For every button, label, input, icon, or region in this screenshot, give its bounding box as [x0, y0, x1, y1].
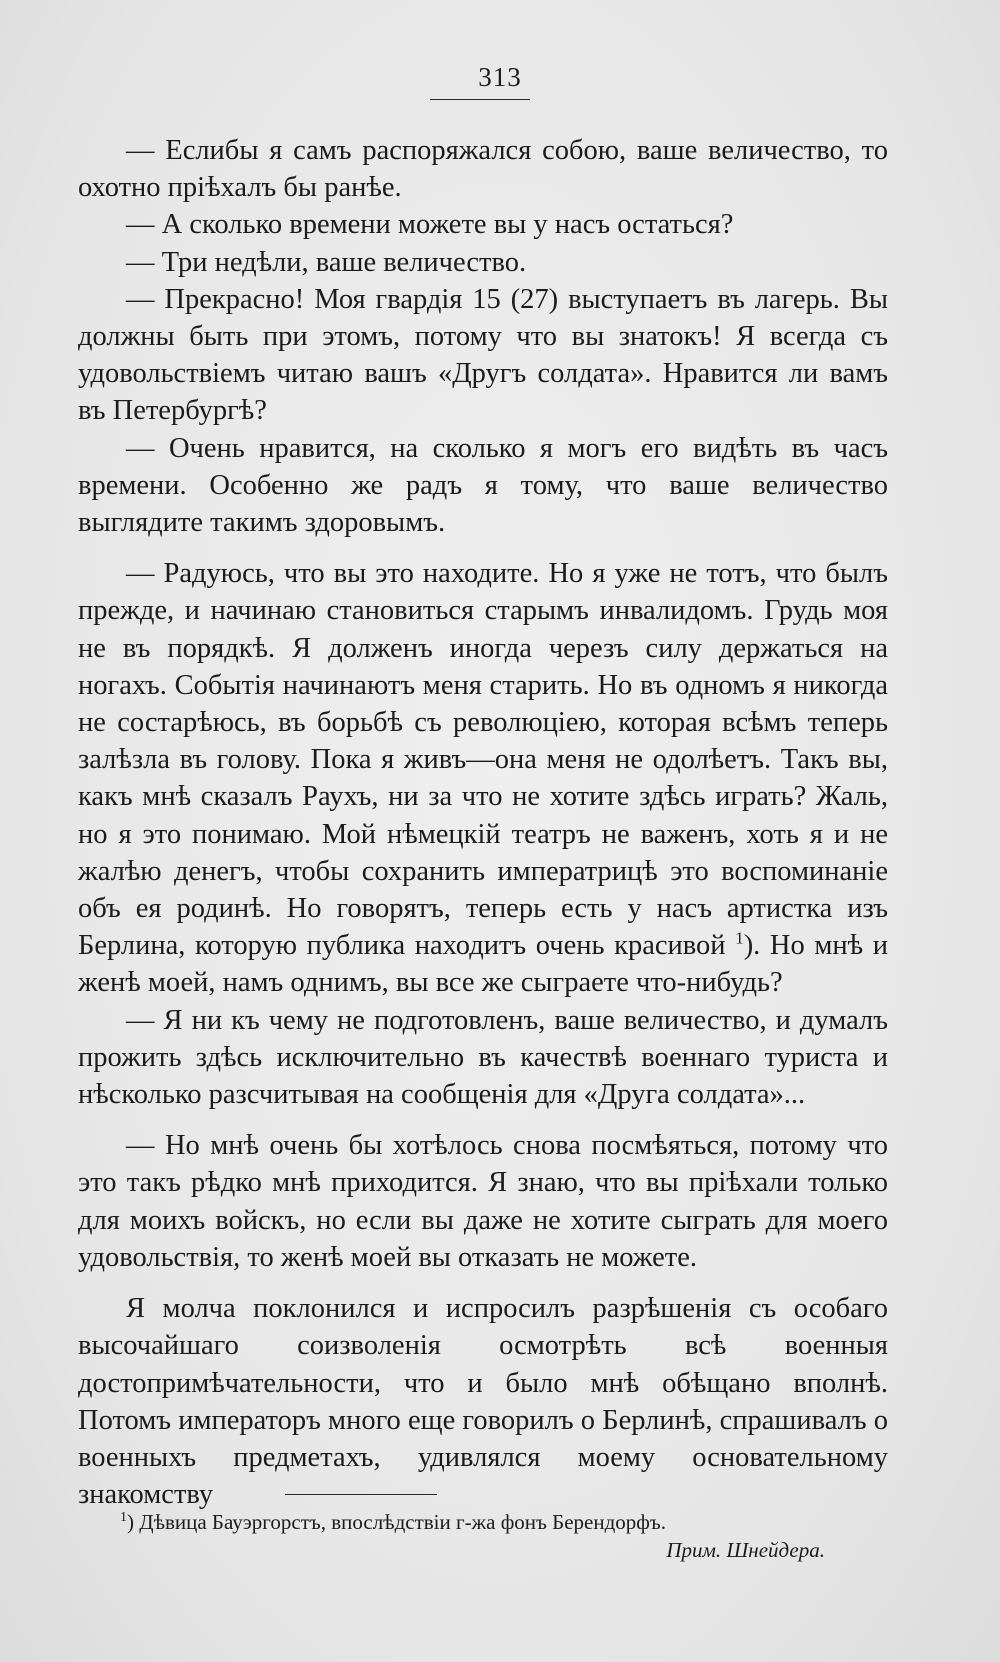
paragraph-with-footnote	[78, 555, 888, 1001]
paragraph: — Я ни къ чему не подготовленъ, ваше величество, и думалъ прожить здѣсь исключительно въ качествѣ военнаго туриста и нѣсколько разсчитывая на сообщенія для «Друга солдата»...	[78, 1004, 888, 1111]
main-text	[78, 132, 888, 1513]
paragraph: — Еслибы я самъ распоряжался собою, ваше величество, то охотно пріѣхалъ бы ранѣе.	[78, 135, 888, 204]
footnote-reference[interactable]: 1	[735, 928, 744, 948]
paragraph: — А сколько времени можете вы у насъ остаться?	[126, 209, 734, 241]
footnote	[120, 1508, 890, 1536]
paragraph-text-continued: ). Но мнѣ и женѣ моей, намъ однимъ, вы все же сыграете что-нибудь?	[78, 930, 889, 999]
header-divider	[430, 99, 530, 100]
paragraph: — Три недѣли, ваше величество.	[126, 246, 527, 278]
paragraph-text: — Радуюсь, что вы это находите. Но я уже не тотъ, что былъ прежде, и начинаю становиться старымъ инвалидомъ. Грудь моя не въ порядкѣ. Я долженъ иногда черезъ силу держаться на ногахъ. Событія начинаютъ меня старить. Но въ одномъ я никогда не состарѣюсь, въ борьбѣ съ революціею, которая всѣмъ теперь залѣзла въ голову. Пока я живъ—она меня не одолѣетъ. Такъ вы, какъ мнѣ сказалъ Раухъ, ни за что не хотите здѣсь играть? Жаль, но я это понимаю. Мой нѣмецкій театръ не важенъ, хоть я и не жалѣю денегъ, чтобы сохранить императрицѣ это воспоминаніе объ ея родинѣ. Но говорятъ, теперь есть у насъ артистка изъ Берлина, которую публика находитъ очень красивой	[78, 558, 888, 962]
footnote-text: ) Дѣвица Бауэргорстъ, впослѣдствіи г-жа фонъ Берендорфъ.	[127, 1510, 666, 1534]
paragraph: — Очень нравится, на сколько я могъ его видѣть въ часъ времени. Особенно же радъ я тому, что ваше величество выглядите такимъ здоровымъ.	[78, 432, 888, 539]
paragraph: Я молча поклонился и испросилъ разрѣшенія съ особаго высочайшаго соизволенія осмотрѣть всѣ военныя достопримѣчательности, что и было мнѣ обѣщано вполнѣ. Потомъ императоръ много еще говорилъ о Берлинѣ, спрашивалъ о военныхъ предметахъ, удивлялся моему основательному знакомству	[78, 1293, 888, 1511]
footnote-signature: Прим. Шнейдера.	[666, 1538, 825, 1562]
page-number: 313	[478, 62, 522, 92]
paragraph: — Но мнѣ очень бы хотѣлось снова посмѣяться, потому что это такъ рѣдко мнѣ приходится. Я знаю, что вы пріѣхали только для моихъ войскъ, но если вы даже не хотите сыграть для моего удовольствія, то женѣ моей вы отказать не можете.	[78, 1130, 888, 1273]
footnote-divider	[285, 1494, 437, 1495]
paragraph: — Прекрасно! Моя гвардія 15 (27) выступаетъ въ лагерь. Вы должны быть при этомъ, потому что вы знатокъ! Я всегда съ удовольствіемъ читаю вашъ «Другъ солдата». Нравится ли вамъ въ Петербургѣ?	[78, 283, 888, 427]
footnote-marker: 1	[120, 1510, 127, 1525]
